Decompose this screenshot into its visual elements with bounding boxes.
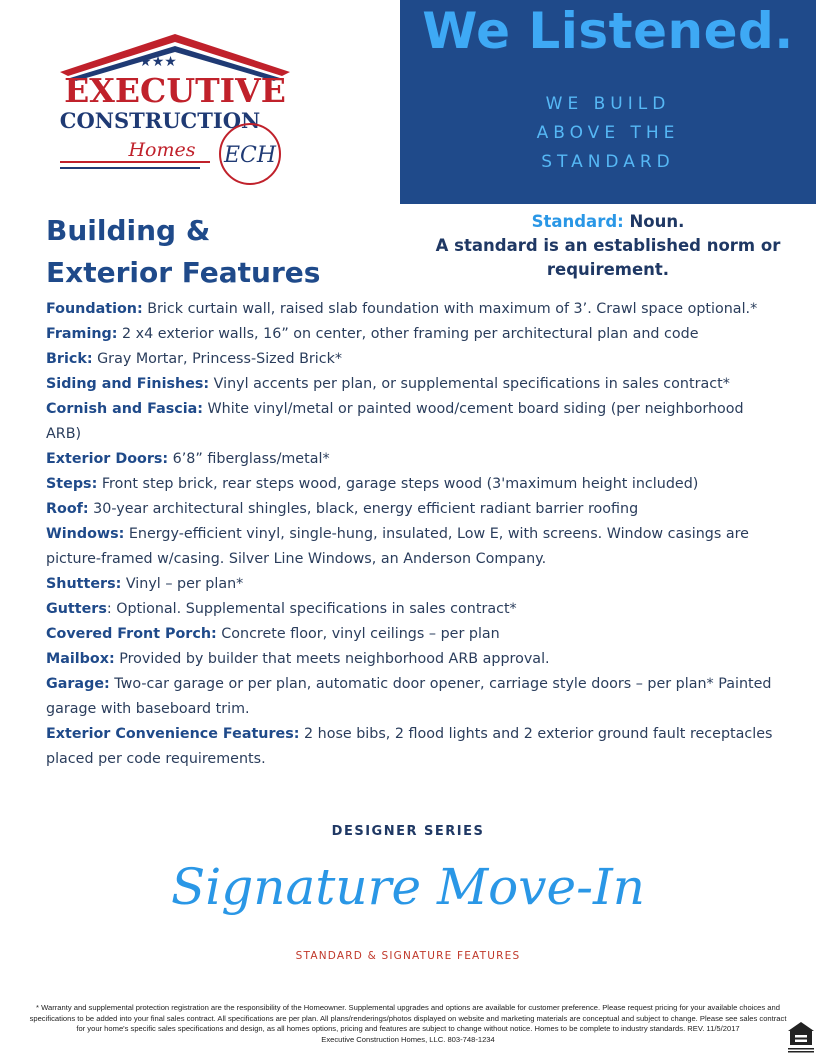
designer-series-label: DESIGNER SERIES <box>331 824 485 839</box>
feature-text: Two-car garage or per plan, automatic door opener, carriage style doors – per plan* Painted garage with baseboard trim. <box>46 676 772 717</box>
definition-part-of-speech: Noun. <box>629 212 685 231</box>
tagline-line: STANDARD <box>541 152 675 172</box>
feature-label: Shutters: <box>46 576 122 592</box>
banner-tagline <box>400 90 816 177</box>
feature-text: 2 x4 exterior walls, 16” on center, other framing per architectural plan and code <box>117 326 699 342</box>
svg-text:★★★: ★★★ <box>139 54 177 70</box>
standard-definition <box>430 210 786 282</box>
feature-list <box>46 297 776 772</box>
feature-item <box>46 372 776 397</box>
feature-item <box>46 472 776 497</box>
feature-item <box>46 497 776 522</box>
feature-label: Exterior Convenience Features: <box>46 726 300 742</box>
feature-label: Steps: <box>46 476 98 492</box>
feature-text: Vinyl accents per plan, or supplemental specifications in sales contract* <box>209 376 730 392</box>
feature-item <box>46 297 776 322</box>
feature-item <box>46 397 776 447</box>
svg-text:CONSTRUCTION: CONSTRUCTION <box>59 108 261 133</box>
features-subtitle: STANDARD & SIGNATURE FEATURES <box>295 950 521 962</box>
feature-text: Provided by builder that meets neighborhood ARB approval. <box>114 651 550 667</box>
feature-label: Mailbox: <box>46 651 115 667</box>
feature-item <box>46 722 776 772</box>
svg-text:Homes: Homes <box>128 139 196 161</box>
footer-disclaimer <box>28 1003 788 1045</box>
feature-item <box>46 522 776 572</box>
feature-text: 6’8” fiberglass/metal* <box>168 451 330 467</box>
we-listened-banner <box>400 0 816 204</box>
feature-item <box>46 647 776 672</box>
page-heading <box>46 210 386 294</box>
heading-line: Exterior Features <box>46 256 321 289</box>
house-roof-logo-icon <box>50 30 300 190</box>
signature-move-in-title: Signature Move-In <box>171 858 645 916</box>
heading-line: Building & <box>46 214 211 247</box>
feature-label: Gutters <box>46 601 107 617</box>
feature-text: Energy-efficient vinyl, single-hung, insulated, Low E, with screens. Window casings are picture-framed w/casing. Silver Line Windows, an Anderson Company. <box>46 526 749 567</box>
banner-title: We Listened. <box>422 2 794 60</box>
company-contact: Executive Construction Homes, LLC. 803-748-1234 <box>321 1034 495 1044</box>
tagline-line: WE BUILD <box>545 94 671 114</box>
feature-text: White vinyl/metal or painted wood/cement board siding (per neighborhood ARB) <box>46 401 744 442</box>
definition-text: A standard is an established norm or requirement. <box>435 236 781 279</box>
feature-item <box>46 447 776 472</box>
feature-text: Front step brick, rear steps wood, garage steps wood (3'maximum height included) <box>97 476 699 492</box>
equal-housing-opportunity-icon <box>786 1020 816 1054</box>
feature-label: Brick: <box>46 351 93 367</box>
feature-label: Siding and Finishes: <box>46 376 210 392</box>
feature-text: 30-year architectural shingles, black, energy efficient radiant barrier roofing <box>88 501 639 517</box>
feature-item <box>46 672 776 722</box>
feature-text: 2 hose bibs, 2 flood lights and 2 exterior ground fault receptacles placed per code requirements. <box>46 726 773 767</box>
feature-item <box>46 622 776 647</box>
feature-text: Brick curtain wall, raised slab foundation with maximum of 3’. Crawl space optional.* <box>142 301 758 317</box>
feature-label: Exterior Doors: <box>46 451 169 467</box>
feature-text: Vinyl – per plan* <box>121 576 244 592</box>
svg-text:EXECUTIVE: EXECUTIVE <box>64 71 286 110</box>
feature-item <box>46 347 776 372</box>
feature-label: Garage: <box>46 676 110 692</box>
feature-label: Foundation: <box>46 301 143 317</box>
definition-term: Standard: <box>531 212 624 231</box>
feature-item <box>46 597 776 622</box>
svg-text:ECH: ECH <box>223 143 277 168</box>
feature-label: Covered Front Porch: <box>46 626 217 642</box>
feature-text: Gray Mortar, Princess-Sized Brick* <box>92 351 343 367</box>
feature-label: Windows: <box>46 526 125 542</box>
feature-item <box>46 322 776 347</box>
company-logo <box>50 30 300 190</box>
disclaimer-text: * Warranty and supplemental protection registration are the responsibility of the Homeowner. Supplemental upgrades and options are available for customer preference. Please request pricing for your available choices and specifications to be added into your final sales contract. All specifications are per plan. All plans/renderings/photos displayed on website and marketing materials are conceptual and subject to change. Please see sales contract for your home's specific sales specifications and design, as all homes options, pricing and features are subject to change without notice. Homes to be complete to industry standards. REV. 11/5/2017 <box>29 1003 787 1034</box>
feature-label: Roof: <box>46 501 89 517</box>
feature-label: Cornish and Fascia: <box>46 401 203 417</box>
tagline-line: ABOVE THE <box>536 123 680 143</box>
feature-item <box>46 572 776 597</box>
feature-label: Framing: <box>46 326 118 342</box>
feature-text: : Optional. Supplemental specifications in sales contract* <box>106 601 517 617</box>
feature-text: Concrete floor, vinyl ceilings – per plan <box>216 626 500 642</box>
